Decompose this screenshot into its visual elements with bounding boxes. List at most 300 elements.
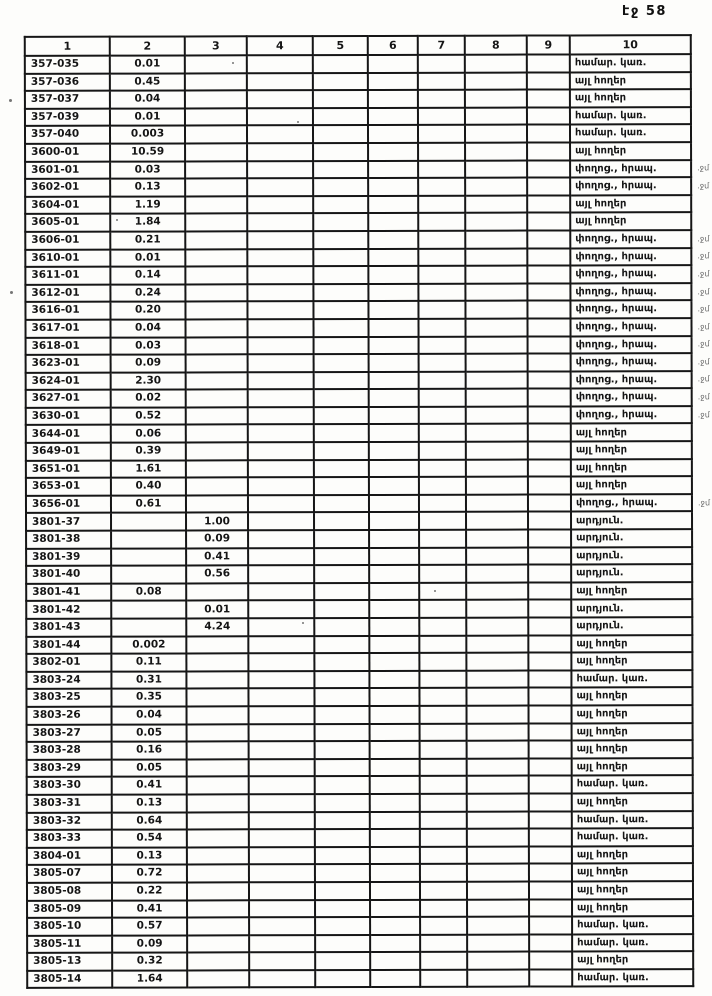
empty-cell bbox=[369, 600, 419, 618]
value-col2-cell: 0.02 bbox=[111, 390, 186, 408]
table-row bbox=[25, 248, 691, 267]
value-col2-cell: 0.01 bbox=[110, 249, 185, 267]
parcel-code-cell: 3612-01 bbox=[25, 284, 110, 302]
margin-annotation: .ջմ bbox=[697, 234, 710, 244]
empty-cell bbox=[315, 724, 370, 742]
scan-speck bbox=[116, 219, 118, 221]
column-header: 3 bbox=[185, 36, 247, 55]
table-row bbox=[26, 512, 692, 531]
empty-cell bbox=[315, 917, 370, 935]
value-col3-cell bbox=[186, 407, 248, 425]
value-col3-cell bbox=[186, 337, 248, 355]
empty-cell bbox=[247, 55, 313, 73]
value-col2-cell: 0.03 bbox=[110, 161, 185, 179]
empty-cell bbox=[248, 601, 314, 619]
empty-cell bbox=[315, 759, 370, 777]
empty-cell bbox=[466, 547, 528, 565]
value-col3-cell bbox=[185, 108, 247, 126]
value-col3-cell bbox=[185, 249, 247, 267]
category-cell: այլ հողեր bbox=[571, 652, 692, 670]
empty-cell bbox=[419, 424, 466, 442]
empty-cell bbox=[370, 811, 420, 829]
empty-cell bbox=[368, 213, 418, 231]
margin-annotation: .ջմ bbox=[697, 269, 710, 279]
empty-cell bbox=[528, 389, 571, 407]
margin-annotation: .ջմ bbox=[697, 339, 710, 349]
empty-cell bbox=[249, 741, 315, 759]
empty-cell bbox=[315, 776, 370, 794]
parcel-code-cell: 3803-31 bbox=[27, 795, 112, 813]
category-cell: փողոց., հրապ. .ջմ bbox=[570, 283, 691, 301]
parcel-code-cell: 3805-09 bbox=[27, 900, 112, 918]
parcel-code-cell: 357-039 bbox=[25, 108, 110, 126]
parcel-code-cell: 3617-01 bbox=[25, 320, 110, 338]
table-row bbox=[26, 652, 692, 671]
empty-cell bbox=[247, 125, 313, 143]
empty-cell bbox=[528, 336, 571, 354]
value-col2-cell: 0.09 bbox=[112, 935, 187, 953]
table-row bbox=[27, 951, 693, 970]
value-col3-cell bbox=[186, 478, 248, 496]
category-cell: փողոց., հրապ. .ջմ bbox=[571, 371, 692, 389]
empty-cell bbox=[418, 301, 465, 319]
empty-cell bbox=[369, 671, 419, 689]
value-col3-cell bbox=[187, 706, 249, 724]
empty-cell bbox=[418, 72, 465, 90]
empty-cell bbox=[314, 389, 369, 407]
category-cell: այլ հողեր bbox=[571, 441, 692, 459]
value-col3-cell bbox=[187, 847, 249, 865]
empty-cell bbox=[368, 108, 418, 126]
empty-cell bbox=[419, 442, 466, 460]
parcel-code-cell: 3656-01 bbox=[26, 495, 111, 513]
empty-cell bbox=[420, 706, 467, 724]
value-col3-cell bbox=[187, 829, 249, 847]
column-header: 10 bbox=[570, 35, 691, 54]
empty-cell bbox=[528, 459, 571, 477]
empty-cell bbox=[418, 248, 465, 266]
value-col2-cell: 0.11 bbox=[111, 654, 186, 672]
empty-cell bbox=[527, 213, 570, 231]
empty-cell bbox=[529, 793, 572, 811]
empty-cell bbox=[527, 248, 570, 266]
empty-cell bbox=[249, 900, 315, 918]
parcel-code-cell: 3601-01 bbox=[25, 161, 110, 179]
category-cell: այլ հողեր bbox=[572, 899, 693, 917]
empty-cell bbox=[528, 371, 571, 389]
table-row bbox=[25, 230, 691, 249]
empty-cell bbox=[465, 178, 527, 196]
empty-cell bbox=[315, 829, 370, 847]
empty-cell bbox=[467, 899, 529, 917]
parcel-code-cell: 3803-33 bbox=[27, 830, 112, 848]
table-header bbox=[25, 35, 691, 56]
empty-cell bbox=[248, 372, 314, 390]
empty-cell bbox=[368, 72, 418, 90]
category-cell: փողոց., հրապ. .ջմ bbox=[571, 336, 692, 354]
empty-cell bbox=[370, 882, 420, 900]
margin-annotation: .ջմ bbox=[697, 181, 710, 191]
empty-cell bbox=[527, 107, 570, 125]
parcel-code-cell: 3801-39 bbox=[26, 548, 111, 566]
table-row bbox=[26, 336, 692, 355]
empty-cell bbox=[467, 758, 529, 776]
empty-cell bbox=[369, 635, 419, 653]
empty-cell bbox=[465, 301, 527, 319]
empty-cell bbox=[248, 671, 314, 689]
empty-cell bbox=[527, 230, 570, 248]
value-col2-cell: 1.64 bbox=[112, 970, 187, 988]
empty-cell bbox=[467, 776, 529, 794]
empty-cell bbox=[420, 899, 467, 917]
empty-cell bbox=[315, 847, 370, 865]
empty-cell bbox=[370, 847, 420, 865]
empty-cell bbox=[248, 530, 314, 548]
category-cell: այլ հողեր bbox=[572, 881, 693, 899]
empty-cell bbox=[420, 811, 467, 829]
value-col2-cell: 0.21 bbox=[110, 231, 185, 249]
value-col2-cell: 0.61 bbox=[111, 495, 186, 513]
parcel-code-cell: 3627-01 bbox=[26, 390, 111, 408]
empty-cell bbox=[370, 917, 420, 935]
value-col2-cell: 1.61 bbox=[111, 460, 186, 478]
table-row bbox=[26, 406, 692, 425]
value-col2-cell: 0.04 bbox=[112, 706, 187, 724]
empty-cell bbox=[527, 266, 570, 284]
value-col2-cell: 0.002 bbox=[111, 636, 186, 654]
category-cell: համար. կառ. bbox=[570, 107, 691, 125]
empty-cell bbox=[465, 55, 527, 73]
empty-cell bbox=[419, 653, 466, 671]
parcel-code-cell: 3803-30 bbox=[27, 777, 112, 795]
empty-cell bbox=[368, 178, 418, 196]
value-col2-cell: 1.19 bbox=[110, 196, 185, 214]
parcel-code-cell: 3801-43 bbox=[26, 619, 111, 637]
value-col2-cell: 0.31 bbox=[111, 671, 186, 689]
parcel-code-cell: 3803-26 bbox=[27, 707, 112, 725]
empty-cell bbox=[529, 741, 572, 759]
empty-cell bbox=[528, 547, 571, 565]
category-cell: այլ հողեր bbox=[572, 951, 693, 969]
scan-speck bbox=[10, 291, 13, 294]
table-row bbox=[26, 441, 692, 460]
empty-cell bbox=[370, 952, 420, 970]
category-cell: համար. կառ. bbox=[571, 670, 692, 688]
empty-cell bbox=[418, 319, 465, 337]
empty-cell bbox=[249, 917, 315, 935]
value-col3-cell bbox=[185, 319, 247, 337]
empty-cell bbox=[466, 389, 528, 407]
empty-cell bbox=[529, 705, 572, 723]
empty-cell bbox=[528, 529, 571, 547]
table-row bbox=[26, 529, 692, 548]
value-col3-cell bbox=[187, 900, 249, 918]
empty-cell bbox=[528, 565, 571, 583]
value-col2-cell: 0.08 bbox=[111, 583, 186, 601]
value-col3-cell: 1.00 bbox=[186, 513, 248, 531]
empty-cell bbox=[370, 970, 420, 988]
value-col3-cell bbox=[186, 636, 248, 654]
empty-cell bbox=[248, 548, 314, 566]
empty-cell bbox=[529, 811, 572, 829]
table-row bbox=[25, 300, 691, 319]
table-row bbox=[27, 705, 693, 724]
empty-cell bbox=[368, 143, 418, 161]
empty-cell bbox=[420, 917, 467, 935]
empty-cell bbox=[465, 107, 527, 125]
empty-cell bbox=[529, 969, 572, 987]
empty-cell bbox=[418, 178, 465, 196]
empty-cell bbox=[369, 618, 419, 636]
empty-cell bbox=[248, 495, 314, 513]
empty-cell bbox=[529, 881, 572, 899]
value-col3-cell: 0.09 bbox=[186, 530, 248, 548]
empty-cell bbox=[419, 389, 466, 407]
value-col3-cell bbox=[187, 777, 249, 795]
parcel-code-cell: 3803-25 bbox=[26, 689, 111, 707]
empty-cell bbox=[466, 653, 528, 671]
empty-cell bbox=[527, 178, 570, 196]
empty-cell bbox=[249, 882, 315, 900]
value-col2-cell: 0.03 bbox=[111, 337, 186, 355]
category-cell: արդյուն. bbox=[571, 564, 692, 582]
empty-cell bbox=[420, 758, 467, 776]
empty-cell bbox=[247, 249, 313, 267]
empty-cell bbox=[313, 266, 368, 284]
value-col2-cell bbox=[111, 601, 186, 619]
margin-annotation: .ջմ bbox=[697, 498, 711, 508]
value-col3-cell bbox=[186, 460, 248, 478]
empty-cell bbox=[249, 706, 315, 724]
table-row bbox=[27, 758, 693, 777]
empty-cell bbox=[420, 934, 467, 952]
value-col2-cell: 0.05 bbox=[112, 759, 187, 777]
table-row bbox=[25, 177, 691, 196]
table-row bbox=[25, 72, 691, 91]
value-col3-cell bbox=[186, 372, 248, 390]
value-col3-cell: 0.01 bbox=[186, 601, 248, 619]
value-col3-cell bbox=[187, 935, 249, 953]
table-row bbox=[27, 723, 693, 742]
column-header: 8 bbox=[465, 36, 527, 55]
empty-cell bbox=[249, 759, 315, 777]
parcel-code-cell: 3630-01 bbox=[26, 408, 111, 426]
parcel-code-cell: 357-035 bbox=[25, 56, 110, 74]
parcel-code-cell: 3805-11 bbox=[27, 935, 112, 953]
value-col3-cell bbox=[187, 882, 249, 900]
empty-cell bbox=[314, 495, 369, 513]
value-col3-cell bbox=[186, 442, 248, 460]
empty-cell bbox=[466, 565, 528, 583]
category-cell: փողոց., հրապ. .ջմ bbox=[571, 388, 692, 406]
empty-cell bbox=[315, 970, 370, 988]
table-row bbox=[26, 547, 692, 566]
value-col2-cell: 0.20 bbox=[110, 302, 185, 320]
margin-annotation: .ջմ bbox=[697, 392, 710, 402]
category-cell: այլ հողեր bbox=[572, 793, 693, 811]
empty-cell bbox=[420, 794, 467, 812]
empty-cell bbox=[419, 688, 466, 706]
parcel-code-cell: 3803-24 bbox=[26, 671, 111, 689]
empty-cell bbox=[314, 688, 369, 706]
parcel-code-cell: 3606-01 bbox=[25, 232, 110, 250]
value-col3-cell bbox=[186, 425, 248, 443]
table-row bbox=[27, 863, 693, 882]
value-col3-cell bbox=[186, 495, 248, 513]
value-col3-cell bbox=[185, 161, 247, 179]
category-cell: փողոց., հրապ. .ջմ bbox=[570, 248, 691, 266]
table-row bbox=[27, 934, 693, 953]
empty-cell bbox=[467, 706, 529, 724]
value-col2-cell bbox=[111, 530, 186, 548]
empty-cell bbox=[369, 653, 419, 671]
empty-cell bbox=[248, 442, 314, 460]
empty-cell bbox=[466, 688, 528, 706]
empty-cell bbox=[466, 600, 528, 618]
empty-cell bbox=[369, 459, 419, 477]
margin-annotation: .ջմ bbox=[697, 322, 710, 332]
value-col2-cell: 0.01 bbox=[110, 108, 185, 126]
table-row bbox=[26, 476, 692, 495]
parcel-code-cell: 3610-01 bbox=[25, 249, 110, 267]
empty-cell bbox=[529, 829, 572, 847]
empty-cell bbox=[466, 582, 528, 600]
empty-cell bbox=[528, 354, 571, 372]
empty-cell bbox=[529, 846, 572, 864]
value-col2-cell: 0.32 bbox=[112, 953, 187, 971]
empty-cell bbox=[528, 617, 571, 635]
empty-cell bbox=[247, 73, 313, 91]
empty-cell bbox=[529, 917, 572, 935]
empty-cell bbox=[315, 706, 370, 724]
empty-cell bbox=[419, 336, 466, 354]
value-col2-cell: 0.72 bbox=[112, 865, 187, 883]
margin-annotation: .ջմ bbox=[697, 357, 710, 367]
empty-cell bbox=[528, 442, 571, 460]
scan-speck bbox=[9, 99, 12, 102]
value-col2-cell: 0.41 bbox=[112, 900, 187, 918]
table-row bbox=[25, 318, 691, 337]
value-col2-cell bbox=[111, 566, 186, 584]
empty-cell bbox=[419, 671, 466, 689]
empty-cell bbox=[465, 72, 527, 90]
category-cell: համար. կառ. bbox=[572, 775, 693, 793]
empty-cell bbox=[314, 618, 369, 636]
parcel-code-cell: 3801-40 bbox=[26, 566, 111, 584]
category-cell: այլ հողեր bbox=[570, 142, 691, 160]
parcel-code-cell: 3803-29 bbox=[27, 759, 112, 777]
empty-cell bbox=[249, 812, 315, 830]
empty-cell bbox=[313, 55, 368, 73]
empty-cell bbox=[249, 776, 315, 794]
category-cell: այլ հողեր bbox=[571, 476, 692, 494]
empty-cell bbox=[419, 459, 466, 477]
table-row bbox=[26, 494, 692, 513]
empty-cell bbox=[370, 794, 420, 812]
value-col2-cell: 0.05 bbox=[112, 724, 187, 742]
empty-cell bbox=[248, 565, 314, 583]
table-row bbox=[26, 388, 692, 407]
scan-speck bbox=[232, 62, 234, 64]
empty-cell bbox=[466, 670, 528, 688]
category-cell: համար. կառ. bbox=[570, 125, 691, 143]
empty-cell bbox=[418, 125, 465, 143]
empty-cell bbox=[528, 477, 571, 495]
empty-cell bbox=[314, 512, 369, 530]
empty-cell bbox=[314, 372, 369, 390]
parcel-code-cell: 3805-10 bbox=[27, 918, 112, 936]
value-col2-cell: 0.04 bbox=[110, 319, 185, 337]
empty-cell bbox=[465, 266, 527, 284]
table-row bbox=[26, 600, 692, 619]
value-col2-cell: 0.16 bbox=[112, 742, 187, 760]
parcel-code-cell: 3805-14 bbox=[27, 971, 112, 989]
empty-cell bbox=[248, 407, 314, 425]
parcel-code-cell: 3801-38 bbox=[26, 531, 111, 549]
parcel-code-cell: 3805-08 bbox=[27, 883, 112, 901]
empty-cell bbox=[419, 495, 466, 513]
empty-cell bbox=[315, 741, 370, 759]
empty-cell bbox=[528, 635, 571, 653]
scan-speck bbox=[297, 121, 299, 123]
empty-cell bbox=[467, 723, 529, 741]
empty-cell bbox=[314, 477, 369, 495]
land-registry-table bbox=[24, 34, 711, 989]
parcel-code-cell: 3624-01 bbox=[26, 372, 111, 390]
empty-cell bbox=[418, 143, 465, 161]
parcel-code-cell: 357-040 bbox=[25, 126, 110, 144]
parcel-code-cell: 3605-01 bbox=[25, 214, 110, 232]
empty-cell bbox=[466, 477, 528, 495]
value-col3-cell bbox=[185, 231, 247, 249]
empty-cell bbox=[368, 248, 418, 266]
empty-cell bbox=[419, 371, 466, 389]
empty-cell bbox=[314, 600, 369, 618]
empty-cell bbox=[248, 688, 314, 706]
empty-cell bbox=[313, 161, 368, 179]
parcel-code-cell: 3649-01 bbox=[26, 443, 111, 461]
empty-cell bbox=[419, 354, 466, 372]
empty-cell bbox=[370, 706, 420, 724]
margin-annotation: .ջմ bbox=[697, 374, 710, 384]
value-col2-cell: 0.64 bbox=[112, 812, 187, 830]
value-col2-cell bbox=[111, 513, 186, 531]
empty-cell bbox=[314, 354, 369, 372]
category-cell: այլ հողեր bbox=[570, 89, 691, 107]
value-col2-cell: 1.84 bbox=[110, 214, 185, 232]
empty-cell bbox=[368, 284, 418, 302]
empty-cell bbox=[249, 794, 315, 812]
empty-cell bbox=[369, 442, 419, 460]
value-col2-cell: 0.01 bbox=[110, 55, 185, 73]
empty-cell bbox=[247, 196, 313, 214]
empty-cell bbox=[528, 582, 571, 600]
empty-cell bbox=[465, 283, 527, 301]
empty-cell bbox=[369, 407, 419, 425]
category-cell: այլ հողեր bbox=[572, 740, 693, 758]
empty-cell bbox=[315, 812, 370, 830]
empty-cell bbox=[313, 178, 368, 196]
value-col3-cell bbox=[186, 671, 248, 689]
parcel-code-cell: 3600-01 bbox=[25, 144, 110, 162]
category-cell: համար. կառ. bbox=[572, 934, 693, 952]
value-col2-cell: 0.41 bbox=[112, 777, 187, 795]
parcel-code-cell: 357-037 bbox=[25, 91, 110, 109]
category-cell: փողոց., հրապ. .ջմ bbox=[570, 160, 691, 178]
empty-cell bbox=[314, 653, 369, 671]
empty-cell bbox=[527, 72, 570, 90]
table-row bbox=[25, 107, 691, 126]
